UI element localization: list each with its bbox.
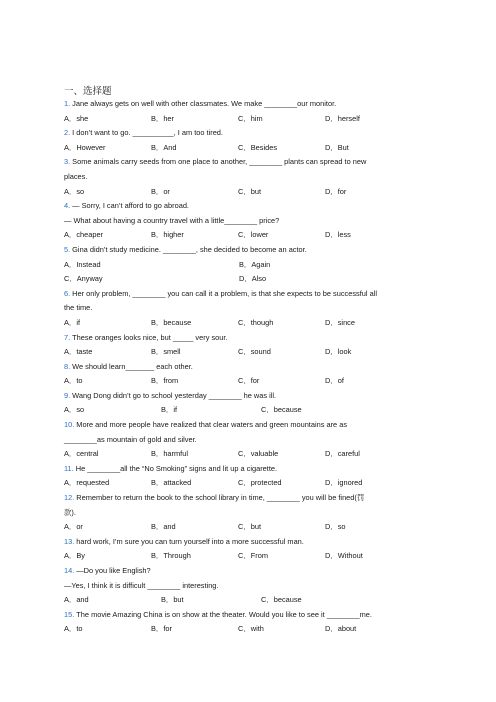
question-line: Gina didn’t study medicine. ________, she decided to become an actor. xyxy=(72,244,307,254)
answer-option[interactable]: B．or xyxy=(151,186,170,196)
answer-option[interactable]: C．but xyxy=(238,522,262,532)
question-line: More and more people have realized that clear waters and green mountains are as xyxy=(76,420,348,430)
question-text xyxy=(64,287,434,302)
answer-option[interactable]: C．him xyxy=(238,113,263,123)
question-6 xyxy=(64,287,434,331)
question-list xyxy=(64,97,434,637)
answer-option[interactable]: C．because xyxy=(261,595,302,605)
options-row xyxy=(64,593,434,608)
question-14 xyxy=(64,564,434,608)
question-text xyxy=(64,214,434,229)
answer-option[interactable]: A．taste xyxy=(64,347,93,357)
question-12 xyxy=(64,491,434,535)
question-line: Jane always gets on well with other classmates. We make ________our monitor. xyxy=(72,99,337,108)
answer-option[interactable]: A．By xyxy=(64,551,85,561)
question-line: the time. xyxy=(64,303,93,313)
options-row xyxy=(64,549,434,564)
question-8 xyxy=(64,360,434,389)
question-number: 5. xyxy=(64,244,71,254)
answer-option[interactable]: B．from xyxy=(151,376,179,386)
answer-option[interactable]: A．and xyxy=(64,595,89,605)
answer-option[interactable]: A．cheaper xyxy=(64,230,104,240)
answer-option[interactable]: B．but xyxy=(161,595,184,605)
question-line: Some animals carry seeds from one place to another, ________ plants can spread to new xyxy=(72,157,367,167)
question-line: He ________all the “No Smoking” signs and lit up a cigarette. xyxy=(75,463,278,473)
options-row xyxy=(64,141,434,156)
question-text xyxy=(64,360,434,375)
options-row xyxy=(64,112,434,127)
question-line: We should learn_______ each other. xyxy=(72,361,193,371)
question-text xyxy=(64,301,434,316)
question-text xyxy=(64,243,434,258)
answer-option[interactable]: D．careful xyxy=(325,449,360,459)
answer-option[interactable]: A．so xyxy=(64,186,85,196)
question-number: 6. xyxy=(64,288,71,298)
question-number: 1. xyxy=(64,99,71,108)
question-line: places. xyxy=(64,171,88,181)
question-text xyxy=(64,433,434,448)
question-13 xyxy=(64,535,434,564)
answer-option[interactable]: D．since xyxy=(325,317,355,327)
question-line: — What about having a country travel with a little________ price? xyxy=(64,215,280,225)
question-line: —Yes, I think it is difficult ________ interesting. xyxy=(64,580,219,590)
question-number: 10. xyxy=(64,420,75,430)
question-text xyxy=(64,608,434,623)
question-text xyxy=(64,126,434,141)
question-number: 13. xyxy=(64,536,75,546)
question-line: Her only problem, ________ you can call it a problem, is that she expects to be successful all xyxy=(72,288,377,298)
question-line: Remember to return the book to the school library in time, ________ you will be fined(罚 xyxy=(76,493,365,503)
section-title: 一、选择题 xyxy=(64,86,112,97)
answer-option[interactable]: A．or xyxy=(64,522,83,532)
options-row xyxy=(64,258,434,273)
question-text xyxy=(64,155,434,170)
question-2 xyxy=(64,126,434,155)
question-number: 15. xyxy=(64,609,75,619)
options-row xyxy=(64,447,434,462)
question-line: The movie Amazing China is on show at the theater. Would you like to see it ________me. xyxy=(76,609,372,619)
options-row xyxy=(64,622,434,637)
answer-option[interactable]: A．to xyxy=(64,376,83,386)
answer-option[interactable]: C．Anyway xyxy=(64,274,103,284)
answer-option[interactable]: A．if xyxy=(64,317,81,327)
question-text xyxy=(64,462,434,477)
question-7 xyxy=(64,331,434,360)
answer-option[interactable]: B．because xyxy=(151,317,192,327)
question-number: 14. xyxy=(64,566,75,575)
answer-option[interactable]: D．herself xyxy=(325,113,360,123)
answer-option[interactable]: B．higher xyxy=(151,230,184,240)
question-text xyxy=(64,97,434,112)
question-line: ________as mountain of gold and silver. xyxy=(64,434,197,444)
question-number: 11. xyxy=(64,463,74,473)
question-text xyxy=(64,170,434,185)
question-3 xyxy=(64,155,434,199)
answer-option[interactable]: D．Without xyxy=(325,551,363,561)
question-line: hard work, I’m sure you can turn yourself into a more successful man. xyxy=(76,536,304,546)
answer-option[interactable]: D．ignored xyxy=(325,478,363,488)
question-number: 8. xyxy=(64,361,71,371)
answer-option[interactable]: B．for xyxy=(151,624,172,634)
answer-option[interactable]: C．though xyxy=(238,317,274,327)
question-text xyxy=(64,535,434,550)
question-text xyxy=(64,506,434,521)
answer-option[interactable]: A．requested xyxy=(64,478,110,488)
options-row xyxy=(64,228,434,243)
question-number: 3. xyxy=(64,157,71,167)
answer-option[interactable]: D．of xyxy=(325,376,344,386)
question-9 xyxy=(64,389,434,418)
answer-option[interactable]: D．Also xyxy=(239,274,267,284)
answer-option[interactable]: C．sound xyxy=(238,347,271,357)
question-1 xyxy=(64,97,434,126)
question-11 xyxy=(64,462,434,491)
question-15 xyxy=(64,608,434,637)
answer-option[interactable]: D．look xyxy=(325,347,352,357)
answer-option[interactable]: B．Through xyxy=(151,551,191,561)
question-number: 7. xyxy=(64,332,71,342)
question-text xyxy=(64,331,434,346)
question-line: These oranges looks nice, but _____ very sour. xyxy=(72,332,228,342)
options-row xyxy=(64,374,434,389)
answer-option[interactable]: B．smell xyxy=(151,347,181,357)
question-text xyxy=(64,564,434,579)
question-text xyxy=(64,389,434,404)
answer-option[interactable]: A．she xyxy=(64,113,89,123)
answer-option[interactable]: C．with xyxy=(238,624,264,634)
answer-option[interactable]: B．And xyxy=(151,142,177,152)
options-row xyxy=(64,520,434,535)
answer-option[interactable]: B．and xyxy=(151,522,176,532)
question-number: 9. xyxy=(64,390,71,400)
question-5 xyxy=(64,243,434,287)
question-line: Wang Dong didn’t go to school yesterday ________ he was ill. xyxy=(72,390,277,400)
answer-option[interactable]: A．so xyxy=(64,405,85,415)
answer-option[interactable]: A．central xyxy=(64,449,99,459)
options-row xyxy=(64,476,434,491)
answer-option[interactable]: D．less xyxy=(325,230,351,240)
options-row xyxy=(64,185,434,200)
answer-option[interactable]: B．her xyxy=(151,113,175,123)
question-10 xyxy=(64,418,434,462)
options-row xyxy=(64,316,434,331)
answer-option[interactable]: C．because xyxy=(261,405,302,415)
answer-option[interactable]: B．Again xyxy=(239,259,271,269)
question-line: — Sorry, I can’t afford to go abroad. xyxy=(72,201,189,211)
question-text xyxy=(64,579,434,594)
answer-option[interactable]: C．valuable xyxy=(238,449,279,459)
answer-option[interactable]: C．protected xyxy=(238,478,282,488)
question-text xyxy=(64,199,434,214)
answer-option[interactable]: D．But xyxy=(325,142,349,152)
question-text xyxy=(64,491,434,506)
options-row xyxy=(64,345,434,360)
answer-option[interactable]: D．about xyxy=(325,624,357,634)
answer-option[interactable]: A．to xyxy=(64,624,83,634)
answer-option[interactable]: A．Instead xyxy=(64,259,101,269)
answer-option[interactable]: B．harmful xyxy=(151,449,188,459)
options-row xyxy=(64,403,434,418)
question-number: 2. xyxy=(64,128,71,138)
options-row xyxy=(64,272,434,287)
question-line: 款). xyxy=(64,507,76,517)
answer-option[interactable]: C．but xyxy=(238,186,262,196)
answer-option[interactable]: C．From xyxy=(238,551,268,561)
answer-option[interactable]: D．for xyxy=(325,186,347,196)
answer-option[interactable]: C．Besides xyxy=(238,142,278,152)
question-number: 12. xyxy=(64,493,75,503)
question-number: 4. xyxy=(64,201,71,211)
question-text xyxy=(64,418,434,433)
question-line: I don’t want to go. __________, I am too tired. xyxy=(72,128,223,138)
answer-option[interactable]: D．so xyxy=(325,522,346,532)
answer-option[interactable]: C．for xyxy=(238,376,260,386)
answer-option[interactable]: B．attacked xyxy=(151,478,192,488)
answer-option[interactable]: A．However xyxy=(64,142,106,152)
question-line: —Do you like English? xyxy=(76,566,151,575)
question-4 xyxy=(64,199,434,243)
answer-option[interactable]: B．if xyxy=(161,405,178,415)
answer-option[interactable]: C．lower xyxy=(238,230,269,240)
